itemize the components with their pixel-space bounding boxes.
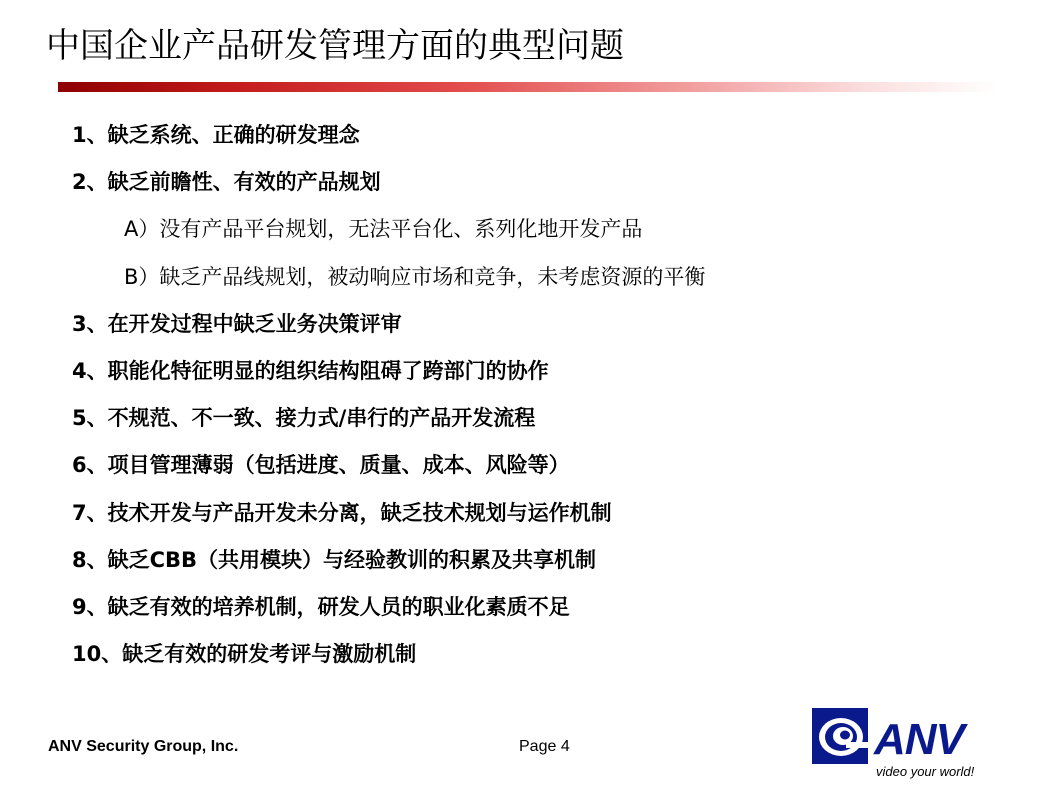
- problem-list: [72, 112, 1032, 678]
- list-item-2: 2、缺乏前瞻性、有效的产品规划: [72, 170, 381, 195]
- list-item-5: 5、不规范、不一致、接力式/串行的产品开发流程: [72, 406, 536, 431]
- list-item-6: 6、项目管理薄弱（包括进度、质量、成本、风险等）: [72, 453, 570, 478]
- list-item-7: 7、技术开发与产品开发未分离，缺乏技术规划与运作机制: [72, 500, 612, 525]
- list-subitem-b: B）缺乏产品线规划，被动响应市场和竞争，未考虑资源的平衡: [124, 264, 706, 289]
- footer-company: ANV Security Group, Inc.: [48, 738, 239, 755]
- company-logo: [812, 708, 1008, 782]
- list-item-4: 4、职能化特征明显的组织结构阻碍了跨部门的协作: [72, 358, 549, 383]
- list-item-9: 9、缺乏有效的培养机制，研发人员的职业化素质不足: [72, 594, 570, 619]
- list-item-8: 8、缺乏CBB（共用模块）与经验教训的积累及共享机制: [72, 547, 597, 572]
- title-divider: [58, 82, 998, 92]
- page-number: Page 4: [519, 738, 570, 755]
- list-item-1: 1、缺乏系统、正确的研发理念: [72, 123, 360, 147]
- list-item-3: 3、在开发过程中缺乏业务决策评审: [72, 311, 402, 336]
- logo-tagline: video your world!: [876, 764, 975, 779]
- slide-title: 中国企业产品研发管理方面的典型问题: [46, 26, 624, 66]
- list-subitem-a: A）没有产品平台规划，无法平台化、系列化地开发产品: [124, 217, 643, 242]
- anv-eye-logo-icon: [812, 708, 868, 764]
- list-item-10: 10、缺乏有效的研发考评与激励机制: [72, 642, 417, 667]
- logo-wordmark: ANV: [874, 715, 964, 764]
